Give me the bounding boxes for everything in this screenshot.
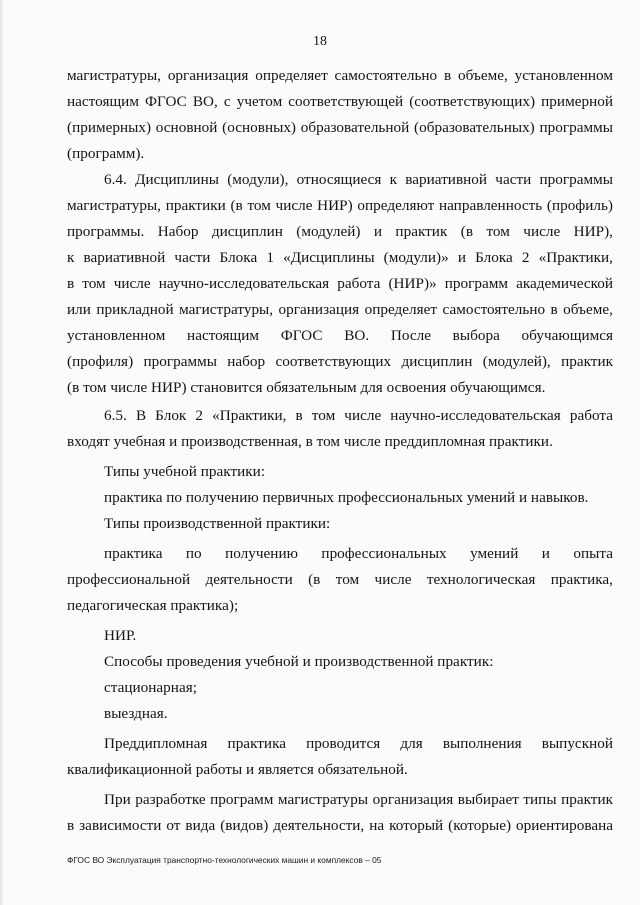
document-footer: ФГОС ВО Эксплуатация транспортно-технологических машин и комплексов – 05 — [67, 855, 382, 865]
text-line: в зависимости от вида (видов) деятельности, на который (которые) ориентирована — [67, 817, 613, 834]
text-line: (в том числе НИР) становится обязательным для освоения обучающимся. — [67, 379, 546, 396]
text-line: 6.4. Дисциплины (модули), относящиеся к вариативной части программы — [104, 171, 613, 188]
text-line: Типы учебной практики: — [104, 463, 266, 480]
text-line: При разработке программ магистратуры организация выбирает типы практик — [104, 791, 613, 808]
text-line: Типы производственной практики: — [104, 515, 331, 532]
text-line: (профиля) программы набор соответствующих дисциплин (модулей), практик — [67, 353, 613, 370]
text-line: установленном настоящим ФГОС ВО. После выбора обучающимся — [67, 327, 613, 344]
text-line: выездная. — [104, 705, 168, 722]
text-line: магистратуры, практики (в том числе НИР) определяют направленность (профиль) — [67, 197, 613, 214]
scan-edge — [0, 0, 4, 905]
text-line: входят учебная и производственная, в том числе преддипломная практики. — [67, 433, 553, 450]
text-line: Способы проведения учебной и производственной практик: — [104, 653, 494, 670]
text-line: в том числе научно-исследовательская работа (НИР)» программ академической — [67, 275, 613, 292]
text-line: к вариативной части Блока 1 «Дисциплины (модули)» и Блока 2 «Практики, — [67, 249, 613, 266]
text-line: магистратуры, организация определяет самостоятельно в объеме, установленном — [67, 67, 613, 84]
text-line: педагогическая практика); — [67, 597, 239, 614]
text-line: стационарная; — [104, 679, 197, 696]
text-line: или прикладной магистратуры, организация определяет самостоятельно в объеме, — [67, 301, 613, 318]
text-line: настоящим ФГОС ВО, с учетом соответствующей (соответствующих) примерной — [67, 93, 613, 110]
text-line: практика по получению профессиональных умений и опыта — [104, 545, 613, 562]
text-line: (программ). — [67, 145, 145, 162]
page-number: 18 — [313, 34, 327, 49]
text-line: Преддипломная практика проводится для выполнения выпускной — [104, 735, 613, 752]
text-line: практика по получению первичных профессиональных умений и навыков. — [104, 489, 589, 506]
text-line: НИР. — [104, 627, 137, 644]
text-line: (примерных) основной (основных) образовательной (образовательных) программы — [67, 119, 613, 136]
text-line: 6.5. В Блок 2 «Практики, в том числе научно-исследовательская работа — [104, 407, 613, 424]
text-line: квалификационной работы и является обязательной. — [67, 761, 408, 778]
text-line: профессиональной деятельности (в том числе технологическая практика, — [67, 571, 613, 588]
text-line: программы. Набор дисциплин (модулей) и практик (в том числе НИР), — [67, 223, 613, 240]
